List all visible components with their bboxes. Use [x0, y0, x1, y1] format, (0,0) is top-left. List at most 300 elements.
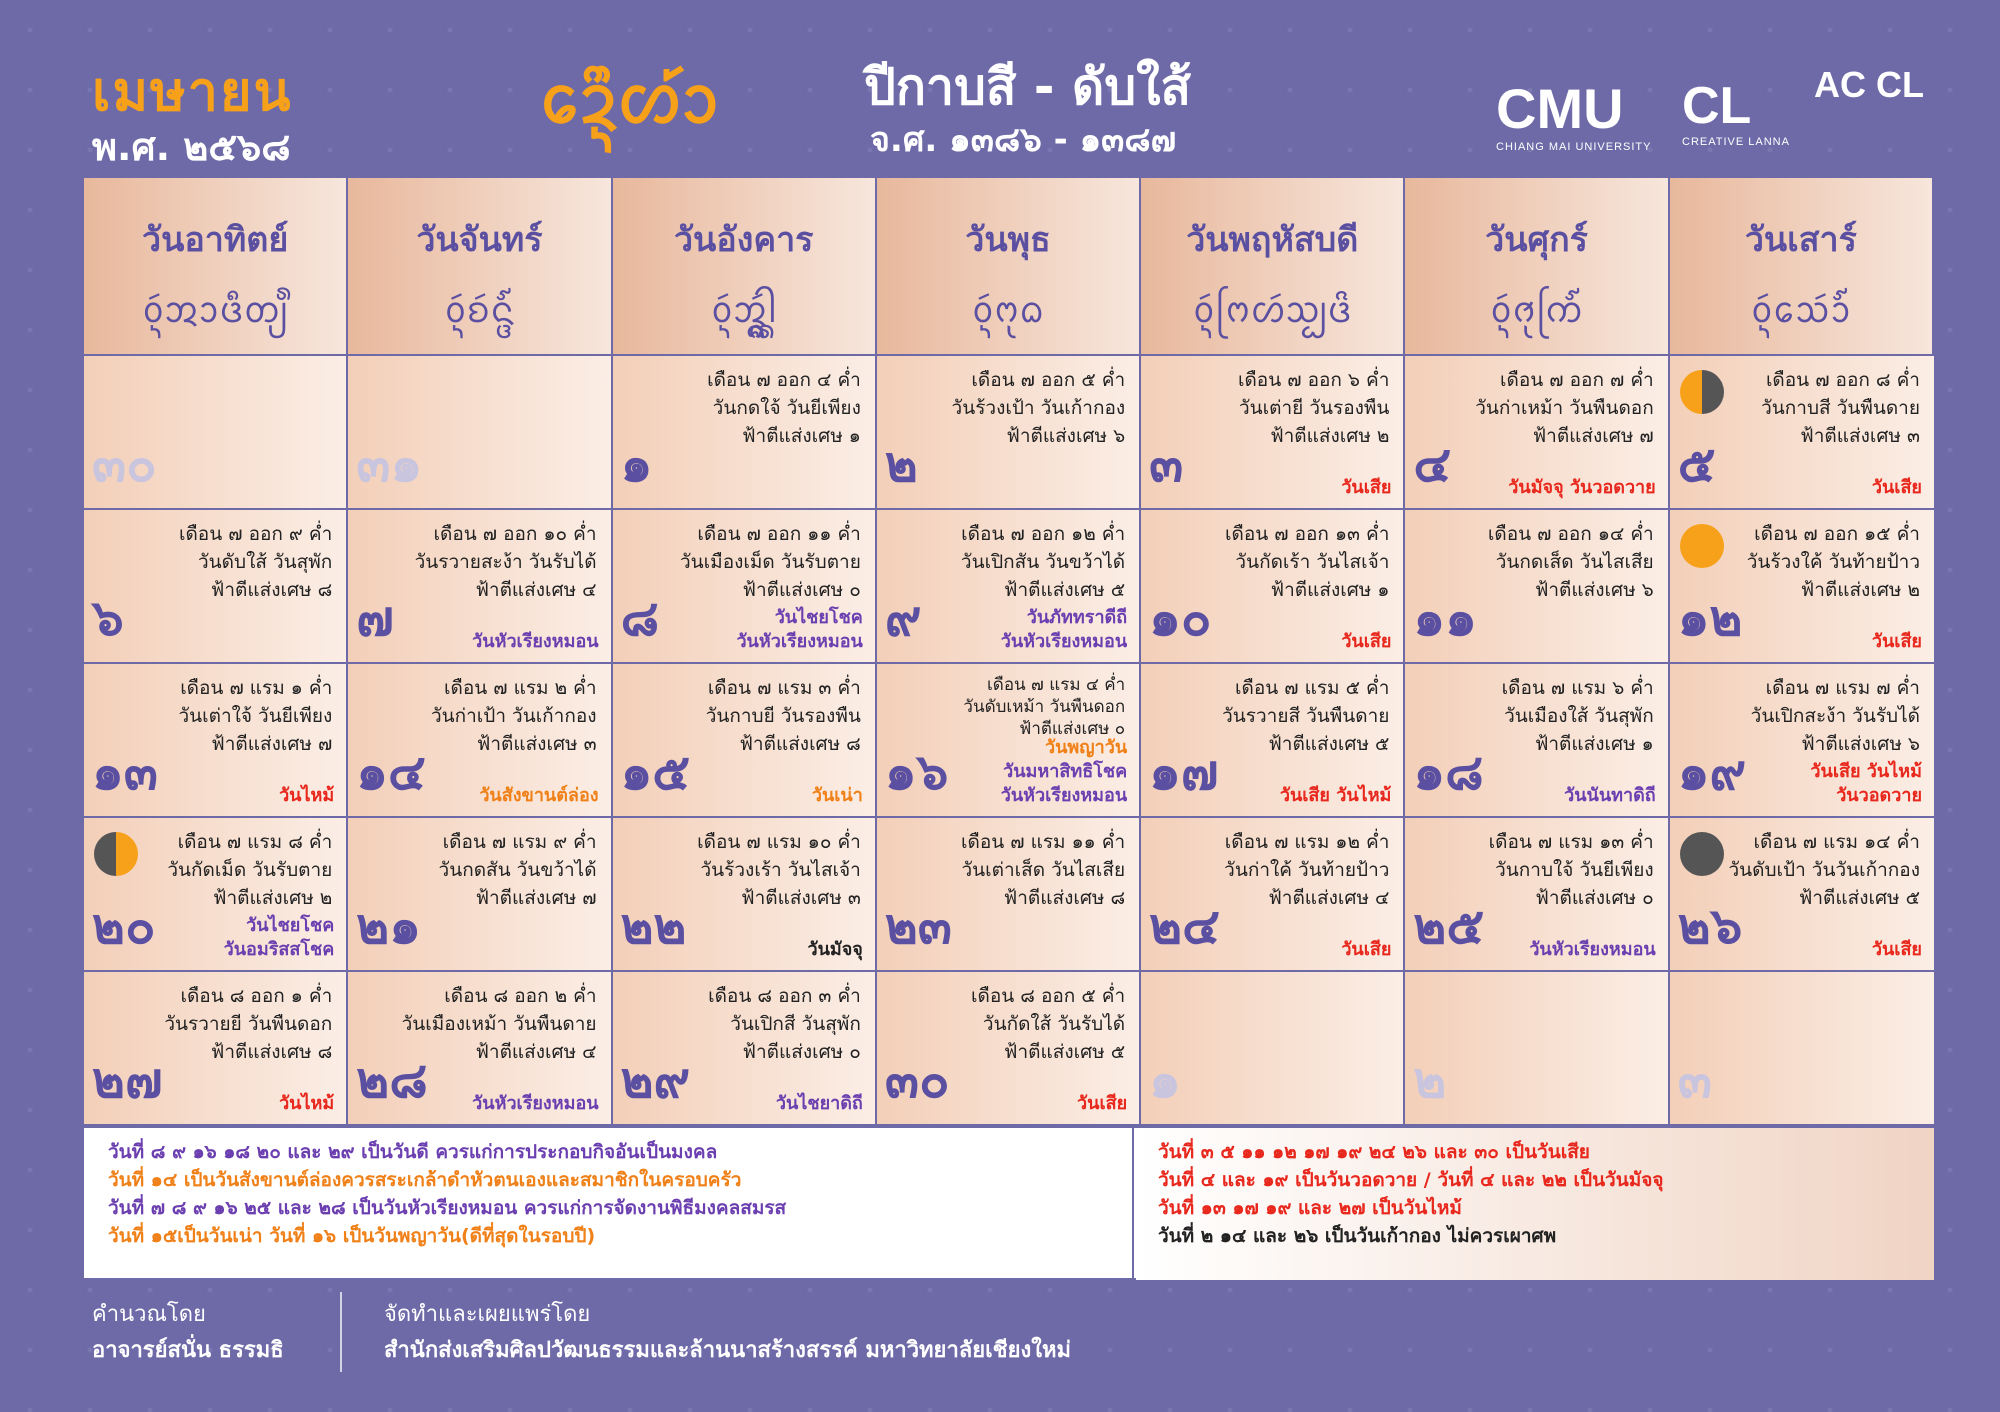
day-cell: [84, 818, 348, 972]
day-info-line: วันร้วงเป้า วันเก้ากอง: [951, 397, 1126, 419]
day-info-line: เดือน ๗ แรม ๑๓ ค่ำ: [1488, 831, 1654, 853]
day-cell: [1670, 510, 1934, 664]
weekday-lanna: ᩅᩢ᩠ᨶᨻᩕᩉᩢᩈ᩠ᨷᨴᩦ: [1192, 290, 1352, 331]
weekday-thai: วันอังคาร: [673, 220, 814, 260]
day-info-line: วันก่าเป้า วันเก้ากอง: [430, 705, 597, 727]
calculated-by-name: อาจารย์สนั่น ธรรมธิ: [92, 1338, 284, 1363]
day-info-line: วันรวายสะง้า วันรับได้: [414, 551, 597, 573]
day-cell: [877, 510, 1141, 664]
weekday-lanna: ᩅᩢ᩠ᨶᨻᩩᨵ: [971, 290, 1045, 331]
day-number: ๒๒: [620, 897, 687, 955]
day-number: ๒๗: [92, 1051, 163, 1109]
day-info-line: วันร้วงเร้า วันไสเจ้า: [700, 859, 861, 881]
day-info-line: วันก่าใค้ วันท้ายป้าว: [1224, 859, 1390, 881]
day-tags: [1341, 938, 1391, 962]
day-info-line: ฟ้าตีแส่งเศษ ๔: [1268, 887, 1390, 909]
day-info-line: วันดับใส้ วันสุพัก: [198, 551, 333, 573]
day-info-line: ฟ้าตีแส่งเศษ ๓: [741, 887, 861, 909]
day-tag: วันพญาวัน: [1045, 737, 1128, 758]
day-cell: [348, 356, 612, 510]
day-info-line: ฟ้าตีแส่งเศษ ๓: [476, 733, 597, 755]
day-number: ๑๐: [1149, 589, 1212, 647]
day-info-line: วันร้วงใค้ วันท้ายป้าว: [1746, 551, 1920, 573]
day-info-line: ฟ้าตีแส่งเศษ ๐: [1019, 719, 1126, 739]
day-cell: [1405, 664, 1669, 818]
day-info-line: ฟ้าตีแส่งเศษ ๒: [1800, 579, 1920, 601]
day-tag: วันเสีย วันไหม้: [1810, 761, 1922, 782]
day-info-line: วันกัดใส้ วันรับได้: [982, 1013, 1126, 1035]
day-info-line: วันกัดเร้า วันไสเจ้า: [1235, 551, 1390, 573]
auspicious-notes: [108, 1138, 1108, 1250]
day-info-line: เดือน ๘ ออก ๕ ค่ำ: [971, 985, 1126, 1007]
day-info-line: วันกดใจ้ วันยีเพียง: [712, 397, 861, 419]
day-tags: [776, 1092, 863, 1116]
day-cell: [877, 356, 1141, 510]
day-tag: วันเสีย: [1871, 939, 1922, 960]
day-number: ๕: [1677, 435, 1716, 493]
day-info-line: วันดับเหม้า วันพืนดอก: [963, 697, 1126, 717]
day-tags: [279, 1092, 334, 1116]
day-info-line: วันกาบสี วันพืนดาย: [1761, 397, 1920, 419]
day-info-line: ฟ้าตีแส่งเศษ ๖: [1006, 425, 1126, 447]
day-info: [167, 828, 332, 912]
day-tags: [1001, 736, 1127, 808]
day-info-line: ฟ้าตีแส่งเศษ ๗: [475, 887, 597, 909]
day-info: [1747, 520, 1920, 604]
day-cell: [613, 510, 877, 664]
cmu-logo-subtitle: CHIANG MAI UNIVERSITY: [1496, 141, 1652, 153]
day-info-line: ฟ้าตีแส่งเศษ ๘: [210, 579, 333, 601]
day-info: [706, 674, 861, 758]
day-info-line: วันเมืองเหม้า วันพืนดาย: [401, 1013, 597, 1035]
day-number: ๒๐: [92, 897, 156, 955]
day-info-line: ฟ้าตีแส่งเศษ ๖: [1801, 733, 1920, 755]
day-info-line: เดือน ๗ ออก ๑๔ ค่ำ: [1487, 523, 1654, 545]
day-info-line: ฟ้าตีแส่งเศษ ๔: [475, 579, 597, 601]
day-info-line: วันเมืองใส้ วันสุพัก: [1504, 705, 1654, 727]
year-cycle-title: ปีกาบสี - ดับใส้: [864, 58, 1192, 116]
day-info: [1222, 674, 1389, 758]
day-cell: [1670, 818, 1934, 972]
day-info-line: ฟ้าตีแส่งเศษ ๐: [1535, 887, 1654, 909]
day-tag: วันเสีย วันไหม้: [1279, 785, 1392, 806]
day-tag: วันไชยโชค: [246, 915, 335, 936]
day-info: [680, 520, 861, 604]
day-info-line: วันกัดเม็ด วันรับตาย: [167, 859, 333, 881]
day-info-line: ฟ้าตีแส่งเศษ ๗: [1532, 425, 1654, 447]
day-info-line: วันเต่าใจ้ วันยีเพียง: [178, 705, 333, 727]
calendar-board: [84, 178, 1934, 1278]
day-tag: วันเสีย: [1871, 631, 1922, 652]
day-info-line: เดือน ๗ แรม ๘ ค่ำ: [177, 831, 333, 853]
day-number: ๒๕: [1413, 897, 1485, 955]
day-cell: [613, 356, 877, 510]
day-tag: วันอมริสสโชค: [223, 939, 335, 960]
day-info-line: ฟ้าตีแส่งเศษ ๑: [1534, 733, 1654, 755]
day-info-line: เดือน ๗ ออก ๗ ค่ำ: [1500, 369, 1654, 391]
weekday-header: [1405, 178, 1669, 356]
day-info-line: เดือน ๗ แรม ๒ ค่ำ: [444, 677, 597, 699]
day-info-line: เดือน ๘ ออก ๓ ค่ำ: [708, 985, 861, 1007]
weekday-thai: วันเสาร์: [1744, 220, 1857, 260]
day-tags: [479, 784, 598, 808]
day-number: ๑๓: [92, 743, 158, 801]
day-cell: [1670, 972, 1934, 1126]
published-by-label: จัดทำและเผยแพร่โดย: [384, 1302, 591, 1327]
day-info-line: ฟ้าตีแส่งเศษ ๑: [1270, 579, 1390, 601]
day-number: ๑๗: [1149, 743, 1219, 801]
day-tags: [1077, 1092, 1127, 1116]
day-info-line: วันดับเป้า วันวันเก้ากอง: [1728, 859, 1920, 881]
weekday-thai: วันอาทิตย์: [142, 220, 289, 260]
day-cell: [1405, 818, 1669, 972]
day-tags: [812, 784, 863, 808]
day-cell: [1141, 356, 1405, 510]
day-number: ๑๙: [1677, 743, 1747, 801]
weekday-lanna: ᩅᩢ᩠ᨶᩆᩩᨠᩕ᩼: [1490, 290, 1584, 331]
lanna-month-title: ᨯᩮᩨ᩠ᨶᩉ᩶ᩣ: [540, 60, 720, 138]
day-tags: [1872, 938, 1922, 962]
day-info-line: วันเปิกสี วันสุพัก: [730, 1013, 861, 1035]
day-number: ๙: [884, 589, 922, 647]
weekday-lanna: ᩅᩢ᩠ᨶᩋᩣᨴᩥᨲ᩠ᨿ᩺: [142, 290, 289, 331]
day-info-line: วันเปิกสัน วันขว้าได้: [960, 551, 1126, 573]
day-cell: [1670, 356, 1934, 510]
day-number: ๒: [1413, 1051, 1447, 1109]
day-tag: วันหัวเรียงหมอน: [736, 631, 863, 652]
day-tags: [472, 630, 598, 654]
day-info-line: เดือน ๗ แรม ๗ ค่ำ: [1765, 677, 1920, 699]
day-info: [439, 828, 597, 912]
day-tags: [736, 606, 862, 654]
day-info-line: เดือน ๗ แรม ๑๔ ค่ำ: [1753, 831, 1920, 853]
day-cell: [613, 664, 877, 818]
day-cell: [84, 356, 348, 510]
day-cell: [1670, 664, 1934, 818]
day-info: [402, 982, 597, 1066]
day-tag: วันหัวเรียงหมอน: [1529, 939, 1656, 960]
day-tag: วันเสีย: [1077, 1093, 1128, 1114]
day-info-line: ฟ้าตีแส่งเศษ ๕: [1798, 887, 1920, 909]
day-info-line: เดือน ๗ ออก ๘ ค่ำ: [1765, 369, 1920, 391]
day-cell: [877, 972, 1141, 1126]
day-tag: วันเสีย: [1341, 631, 1392, 652]
weekday-header: [348, 178, 612, 356]
day-info: [178, 674, 332, 758]
day-info-line: เดือน ๗ แรม ๓ ค่ำ: [707, 677, 861, 699]
day-info: [952, 366, 1126, 450]
moon-phase-icon: [1680, 832, 1724, 876]
accl-logo: AC CL: [1814, 64, 1924, 105]
day-cell: [348, 818, 612, 972]
day-tag: วันเสีย: [1341, 477, 1392, 498]
day-tags: [1872, 476, 1922, 500]
day-tags: [1001, 606, 1127, 654]
day-tag: วันไหม้: [279, 785, 335, 806]
day-number: ๒๖: [1677, 897, 1743, 955]
cl-logo-subtitle: CREATIVE LANNA: [1682, 136, 1790, 148]
note-line: วันที่ ๓ ๕ ๑๑ ๑๒ ๑๗ ๑๙ ๒๔ ๒๖ และ ๓๐ เป็นวันเสีย: [1158, 1141, 1590, 1163]
day-info-line: วันก่าเหม้า วันพืนดอก: [1475, 397, 1654, 419]
day-info-line: วันกาบใจ้ วันยีเพียง: [1495, 859, 1654, 881]
day-number: ๑: [1149, 1051, 1181, 1109]
day-info-line: วันกดเส็ด วันไสเสีย: [1495, 551, 1654, 573]
weekday-thai: วันจันทร์: [416, 220, 543, 260]
day-info-line: วันเต่าเส็ด วันไสเสีย: [961, 859, 1126, 881]
day-number: ๒๑: [356, 897, 421, 955]
day-info: [961, 520, 1125, 604]
day-info: [415, 520, 597, 604]
day-info-line: เดือน ๗ ออก ๙ ค่ำ: [178, 523, 333, 545]
day-cell: [877, 664, 1141, 818]
day-info-line: ฟ้าตีแส่งเศษ ๘: [739, 733, 861, 755]
day-info: [1728, 828, 1920, 912]
moon-phase-icon: [94, 832, 138, 876]
weekday-lanna: ᩅᩢ᩠ᨶᨧᩢᨶ᩠ᨴ᩼: [444, 290, 515, 331]
cmu-logo: [1496, 76, 1651, 153]
day-info: [431, 674, 597, 758]
day-tag: วันเน่า: [811, 785, 863, 806]
day-number: ๒๔: [1149, 897, 1220, 955]
inauspicious-notes: [1158, 1138, 1664, 1250]
day-tags: [1564, 784, 1656, 808]
day-info: [963, 674, 1125, 740]
day-info-line: ฟ้าตีแส่งเศษ ๓: [1800, 425, 1920, 447]
day-info: [1224, 828, 1389, 912]
day-info-line: ฟ้าตีแส่งเศษ ๐: [742, 579, 861, 601]
day-number: ๓๐: [884, 1051, 950, 1109]
day-number: ๘: [620, 589, 660, 647]
day-tags: [1508, 476, 1655, 500]
day-info-line: เดือน ๗ แรม ๙ ค่ำ: [442, 831, 597, 853]
day-tags: [1872, 630, 1922, 654]
day-info-line: เดือน ๗ แรม ๑๐ ค่ำ: [697, 831, 861, 853]
day-cell: [348, 510, 612, 664]
day-info-line: เดือน ๗ แรม ๕ ค่ำ: [1235, 677, 1390, 699]
day-number: ๓: [1149, 435, 1184, 493]
weekday-lanna: ᩅᩢ᩠ᨶᩈᩮᩢᩣ᩼: [1750, 290, 1851, 331]
day-info-line: ฟ้าตีแส่งเศษ ๘: [210, 1041, 333, 1063]
day-info-line: เดือน ๗ ออก ๑๒ ค่ำ: [961, 523, 1126, 545]
year-title: พ.ศ. ๒๕๖๘: [92, 125, 291, 169]
day-tag: วันมัจจุ วันวอดวาย: [1508, 477, 1656, 498]
day-cell: [613, 818, 877, 972]
day-info-line: ฟ้าตีแส่งเศษ ๒: [1270, 425, 1390, 447]
day-cell: [613, 972, 877, 1126]
day-info-line: ฟ้าตีแส่งเศษ ๗: [211, 733, 333, 755]
day-info-line: เดือน ๗ แรม ๖ ค่ำ: [1501, 677, 1654, 699]
day-tag: วันวอดวาย: [1836, 785, 1922, 806]
day-info-line: เดือน ๘ ออก ๒ ค่ำ: [444, 985, 597, 1007]
day-info: [1489, 828, 1654, 912]
day-tag: วันหัวเรียงหมอน: [1000, 785, 1128, 806]
day-number: ๖: [92, 589, 124, 647]
day-info-line: วันกดสัน วันขว้าได้: [438, 859, 597, 881]
day-info-line: เดือน ๗ ออก ๑๕ ค่ำ: [1754, 523, 1920, 545]
day-info-line: ฟ้าตีแส่งเศษ ๒: [213, 887, 333, 909]
day-tags: [1810, 760, 1922, 808]
day-cell: [877, 818, 1141, 972]
day-number: ๒๓: [884, 897, 952, 955]
chulasakarat-years: จ.ศ. ๑๓๘๖ - ๑๓๘๗: [870, 120, 1177, 160]
calculated-by-label: คำนวณโดย: [92, 1302, 206, 1327]
creative-lanna-logo: [1682, 76, 1790, 148]
day-tags: [224, 914, 335, 962]
day-number: ๑๔: [356, 743, 426, 801]
day-info: [179, 520, 332, 604]
day-cell: [1141, 818, 1405, 972]
day-number: ๒๘: [356, 1051, 428, 1109]
day-number: ๑๒: [1677, 589, 1743, 647]
day-info-line: ฟ้าตีแส่งเศษ ๔: [475, 1041, 597, 1063]
weekday-thai: วันศุกร์: [1485, 220, 1588, 260]
published-by-name: สำนักส่งเสริมศิลปวัฒนธรรมและล้านนาสร้างสรรค์ มหาวิทยาลัยเชียงใหม่: [384, 1338, 1071, 1363]
day-info: [708, 982, 861, 1066]
cl-logo-text: CL: [1682, 77, 1752, 135]
inauspicious-notes-panel: [1136, 1128, 1934, 1280]
day-number: ๒: [884, 435, 918, 493]
day-tag: วันสังขานต์ล่อง: [479, 785, 599, 806]
day-info-line: เดือน ๗ แรม ๑๑ ค่ำ: [960, 831, 1126, 853]
day-tags: [279, 784, 334, 808]
day-number: ๓๑: [356, 435, 423, 493]
day-info-line: ฟ้าตีแส่งเศษ ๑: [742, 425, 861, 447]
weekday-lanna: ᩅᩢ᩠ᨶᩋᩢ᩠ᨦ᩠ᨣᩤ᩠ᩁ: [710, 290, 777, 331]
day-info: [1751, 674, 1920, 758]
day-cell: [348, 664, 612, 818]
day-tag: วันมหาสิทธิโชค: [1003, 761, 1128, 782]
weekday-header: [1670, 178, 1934, 356]
day-number: ๓: [1677, 1051, 1712, 1109]
day-info-line: เดือน ๗ ออก ๑๑ ค่ำ: [697, 523, 861, 545]
day-info-line: วันเต่ายี วันรองพืน: [1239, 397, 1390, 419]
day-info-line: เดือน ๗ ออก ๑๐ ค่ำ: [433, 523, 597, 545]
weekday-header: [613, 178, 877, 356]
day-cell: [1141, 664, 1405, 818]
day-info: [164, 982, 332, 1066]
day-info: [707, 366, 861, 450]
day-number: ๑๘: [1413, 743, 1484, 801]
day-info-line: วันรวายสี วันพืนดาย: [1222, 705, 1390, 727]
day-info-line: วันเปิกสะง้า วันรับได้: [1750, 705, 1920, 727]
note-line: วันที่ ๑๔ เป็นวันสังขานต์ล่องควรสระเกล้าดำหัวตนเองและสมาชิกในครอบครัว: [108, 1169, 742, 1191]
day-cell: [1141, 510, 1405, 664]
day-info-line: เดือน ๗ ออก ๑๓ ค่ำ: [1224, 523, 1390, 545]
day-tags: [1529, 938, 1655, 962]
footer-divider: [340, 1292, 342, 1372]
day-tag: วันไชยาดิถี: [775, 1093, 863, 1114]
day-cell: [348, 972, 612, 1126]
day-tags: [1341, 630, 1391, 654]
day-info-line: ฟ้าตีแส่งเศษ ๐: [742, 1041, 861, 1063]
note-line: วันที่ ๘ ๙ ๑๖ ๑๘ ๒๐ และ ๒๙ เป็นวันดี ควรแก่การประกอบกิจอันเป็นมงคล: [108, 1141, 718, 1163]
day-info-line: เดือน ๘ ออก ๑ ค่ำ: [180, 985, 333, 1007]
day-info-line: วันเมืองเม็ด วันรับตาย: [680, 551, 861, 573]
day-info: [1475, 366, 1654, 450]
day-tag: วันนันทาดิถี: [1564, 785, 1656, 806]
day-info-line: ฟ้าตีแส่งเศษ ๕: [1004, 1041, 1126, 1063]
day-info-line: เดือน ๗ แรม ๑๒ ค่ำ: [1224, 831, 1390, 853]
day-info-line: ฟ้าตีแส่งเศษ ๕: [1268, 733, 1390, 755]
day-number: ๑๑: [1413, 589, 1477, 647]
day-tag: วันเสีย: [1341, 939, 1392, 960]
day-tag: วันไหม้: [279, 1093, 335, 1114]
weekday-header: [84, 178, 348, 356]
day-cell: [1405, 510, 1669, 664]
day-tags: [1280, 784, 1392, 808]
day-number: ๒๙: [620, 1051, 691, 1109]
moon-phase-icon: [1680, 524, 1724, 568]
day-info-line: เดือน ๗ แรม ๑ ค่ำ: [180, 677, 333, 699]
day-number: ๑๕: [620, 743, 691, 801]
cmu-logo-text: CMU: [1496, 77, 1624, 140]
weekday-thai: วันพุธ: [965, 220, 1051, 260]
day-info: [1761, 366, 1920, 450]
day-tag: วันหัวเรียงหมอน: [1000, 631, 1128, 652]
note-line: วันที่ ๗ ๘ ๙ ๑๖ ๒๕ และ ๒๘ เป็นวันหัวเรียงหมอน ควรแก่การจัดงานพิธีมงคลสมรส: [108, 1197, 787, 1219]
day-info: [961, 828, 1125, 912]
moon-phase-icon: [1680, 370, 1724, 414]
day-cell: [1141, 972, 1405, 1126]
day-tag: วันมัจจุ: [807, 939, 863, 960]
day-info-line: ฟ้าตีแส่งเศษ ๕: [1004, 579, 1126, 601]
note-line: วันที่ ๑๓ ๑๗ ๑๙ และ ๒๗ เป็นวันไหม้: [1158, 1197, 1462, 1219]
day-info: [697, 828, 861, 912]
day-number: ๗: [356, 589, 394, 647]
day-info-line: ฟ้าตีแส่งเศษ ๖: [1534, 579, 1654, 601]
day-tag: วันหัวเรียงหมอน: [472, 1093, 599, 1114]
month-title: เมษายน: [92, 60, 293, 123]
day-tag: วันภัททราดีถี: [1026, 607, 1128, 628]
note-line: วันที่ ๔ และ ๑๙ เป็นวันวอดวาย / วันที่ ๔ และ ๒๒ เป็นวันมัจจุ: [1158, 1169, 1664, 1191]
day-number: ๑๖: [884, 743, 949, 801]
day-info-line: ฟ้าตีแส่งเศษ ๘: [1003, 887, 1126, 909]
notes-panel: [84, 1126, 1934, 1280]
day-info-line: เดือน ๗ ออก ๖ ค่ำ: [1237, 369, 1390, 391]
day-info-line: เดือน ๗ ออก ๕ ค่ำ: [971, 369, 1126, 391]
day-tag: วันเสีย: [1871, 477, 1922, 498]
day-cell: [84, 510, 348, 664]
weekday-header: [1141, 178, 1405, 356]
day-cell: [84, 972, 348, 1126]
note-line: วันที่ ๑๕เป็นวันเน่า วันที่ ๑๖ เป็นวันพญาวัน(ดีที่สุดในรอบปี): [108, 1225, 596, 1247]
day-info: [1502, 674, 1654, 758]
weekday-thai: วันพฤหัสบดี: [1186, 220, 1359, 260]
weekday-header: [877, 178, 1141, 356]
day-cell: [1405, 972, 1669, 1126]
day-tags: [472, 1092, 598, 1116]
day-cell: [1405, 356, 1669, 510]
day-number: ๔: [1413, 435, 1452, 493]
day-info-line: วันกาบยี วันรองพืน: [705, 705, 861, 727]
day-cell: [84, 664, 348, 818]
calendar-grid: [84, 178, 1934, 1126]
day-info: [1238, 366, 1389, 450]
note-line: วันที่ ๒ ๑๔ และ ๒๖ เป็นวันเก้ากอง ไม่ควรเผาศพ: [1158, 1225, 1557, 1247]
notes-divider: [1132, 1128, 1134, 1280]
day-tag: วันไชยโชค: [774, 607, 863, 628]
day-info: [1225, 520, 1389, 604]
day-info-line: เดือน ๗ แรม ๔ ค่ำ: [986, 675, 1126, 695]
day-info-line: วันรวายยี วันพืนดอก: [164, 1013, 333, 1035]
day-info-line: เดือน ๗ ออก ๔ ค่ำ: [707, 369, 861, 391]
day-number: ๑: [620, 435, 653, 493]
day-info: [1488, 520, 1654, 604]
day-info: [971, 982, 1125, 1066]
day-tags: [807, 938, 862, 962]
day-number: ๓๐: [92, 435, 157, 493]
day-tag: วันหัวเรียงหมอน: [472, 631, 599, 652]
